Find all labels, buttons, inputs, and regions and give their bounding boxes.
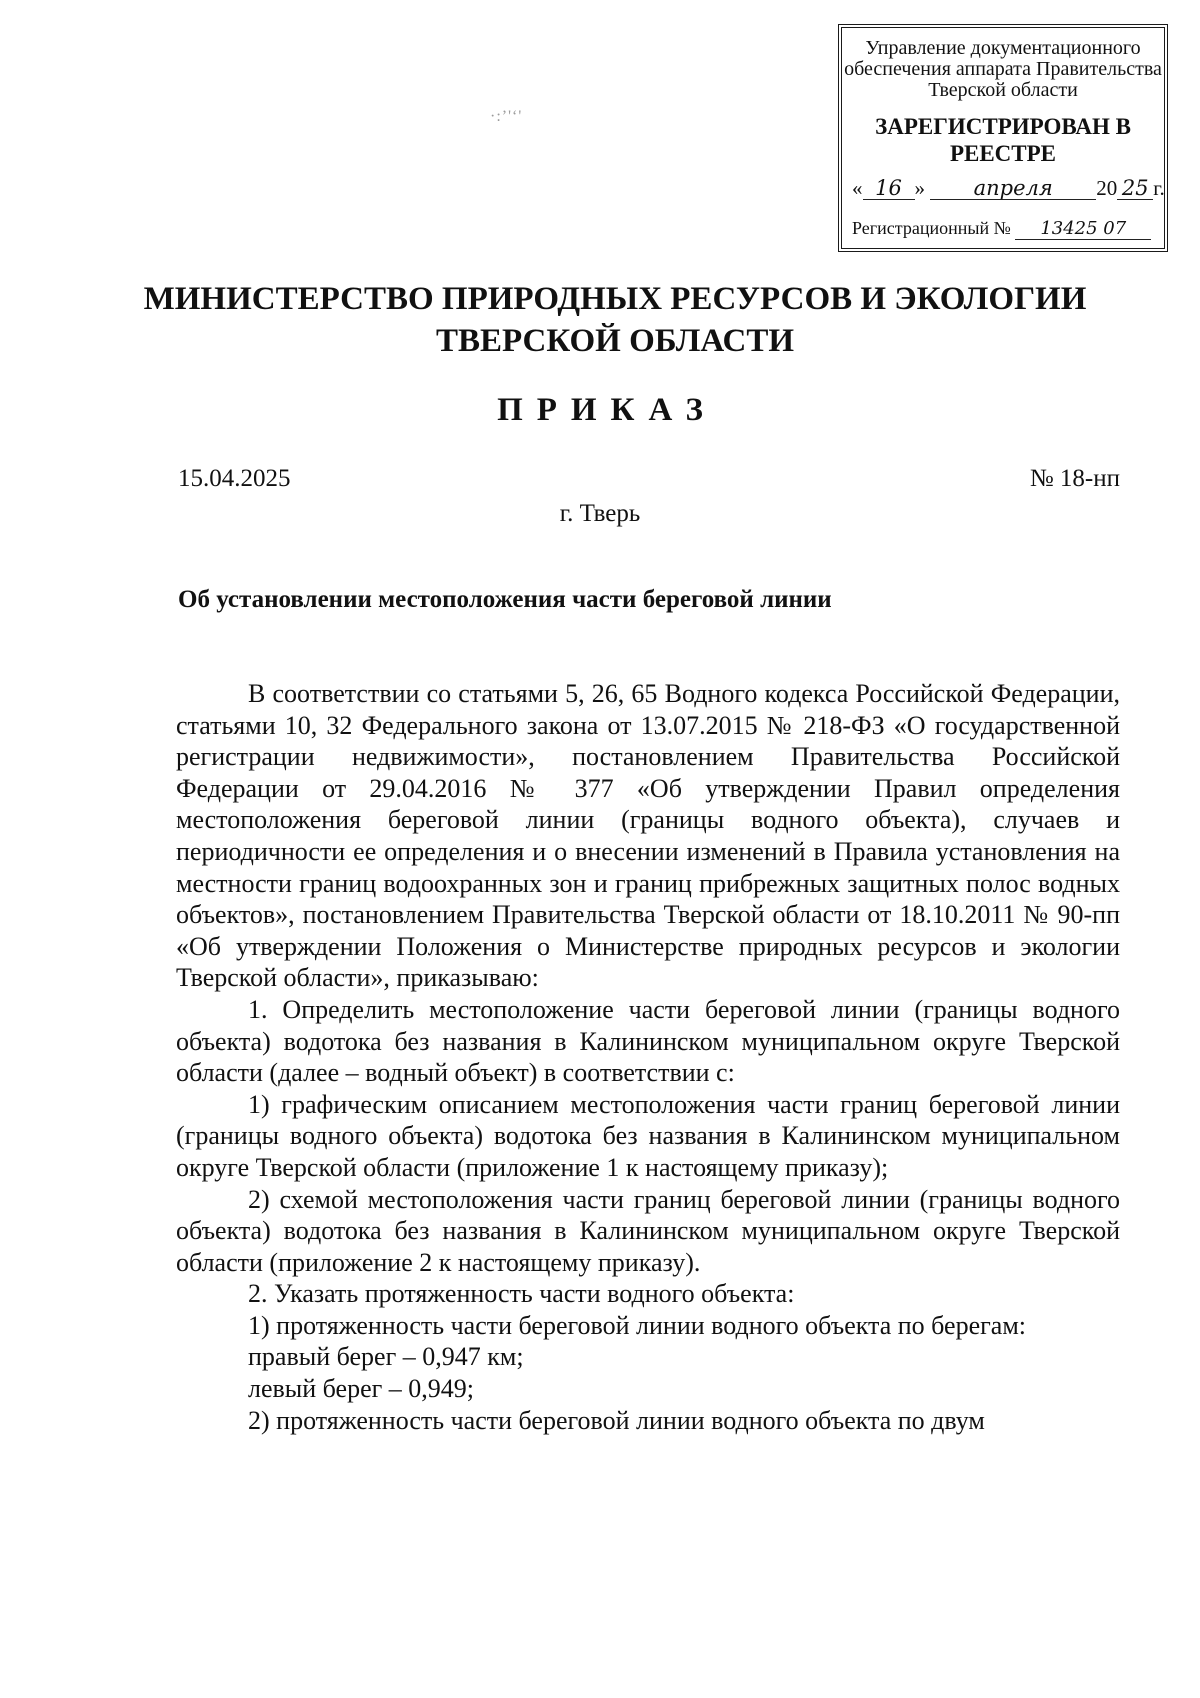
item-2-paragraph: 2. Указать протяженность части водного объекта: [248,1279,795,1309]
document-date: 15.04.2025 [178,465,291,492]
document-type: ПРИКАЗ [497,392,717,428]
item-1-2-paragraph: 2) схемой местоположения части границ береговой линии (границы водного объекта) водотока без названия в Калининском муниципальном округе Тверской области (приложение 2 к настоящему приказу). [176,1184,1120,1277]
stamp-date-month: апреля [930,178,1096,200]
document-city: г. Тверь [559,500,641,527]
left-bank-line: левый берег – 0,949; [248,1374,475,1404]
stamp-registration [852,218,1154,240]
document-subject: Об установлении местоположения части береговой линии [178,586,832,613]
stamp-date-year-unit: г. [1153,176,1165,200]
ministry-name: МИНИСТЕРСТВО ПРИРОДНЫХ РЕСУРСОВ И ЭКОЛОГИИ ТВЕРСКОЙ ОБЛАСТИ [143,281,1087,359]
stamp-reg-number: 13425 07 [1015,218,1151,240]
item-2-1-paragraph: 1) протяженность части береговой линии водного объекта по берегам: [248,1310,1027,1340]
item-2-2-paragraph: 2) протяженность части береговой линии водного объекта по двум [248,1405,985,1435]
document-number: № 18-нп [1029,465,1120,492]
preamble-paragraph: В соответствии со статьями 5, 26, 65 Водного кодекса Российской Федерации, статьями 10, 32 Федерального закона от 13.07.2015 № 218-ФЗ «О государственной регистрации недвижимости», постановлением Правительства Российской Федерации от 29.04.2016 № 377 «Об утверждении Правил определения местоположения береговой линии (границы водного объекта), случаев и периодичности ее определения и о внесении изменений в Правила установления на местности границ водоохранных зон и границ прибрежных защитных полос водных объектов», постановлением Правительства Тверской области от 18.10.2011 № 90-пп «Об утверждении Положения о Министерстве природных ресурсов и экологии Тверской области», приказываю: [176,679,1120,993]
stamp-date-open-quote: « [852,176,863,200]
stamp-date [852,176,1165,200]
document-body [176,678,1120,1436]
registration-stamp [838,24,1168,252]
item-1-paragraph: 1. Определить местоположение части береговой линии (границы водного объекта) водотока без названия в Калининском муниципальном округе Тверской области (далее – водный объект) в соответствии с: [176,994,1120,1088]
stamp-date-day: 16 [863,178,915,200]
stamp-status: ЗАРЕГИСТРИРОВАН В РЕЕСТРЕ [875,114,1131,166]
stamp-date-year-prefix: 20 [1096,176,1118,200]
stamp-reg-label: Регистрационный № [852,218,1011,238]
stamp-department: Управление документационного обеспечения аппарата Правительства Тверской области [844,37,1162,101]
scan-artifact-mark: ·:ʼ'ʻ' [490,108,523,125]
item-1-1-paragraph: 1) графическим описанием местоположения части границ береговой линии (границы водного объекта) водотока без названия в Калининском муниципальном округе Тверской области (приложение 1 к настоящему приказу); [176,1089,1120,1182]
stamp-date-year-suffix: 25 [1117,178,1153,200]
right-bank-line: правый берег – 0,947 км; [248,1342,524,1372]
stamp-date-close-quote: » [914,176,925,200]
